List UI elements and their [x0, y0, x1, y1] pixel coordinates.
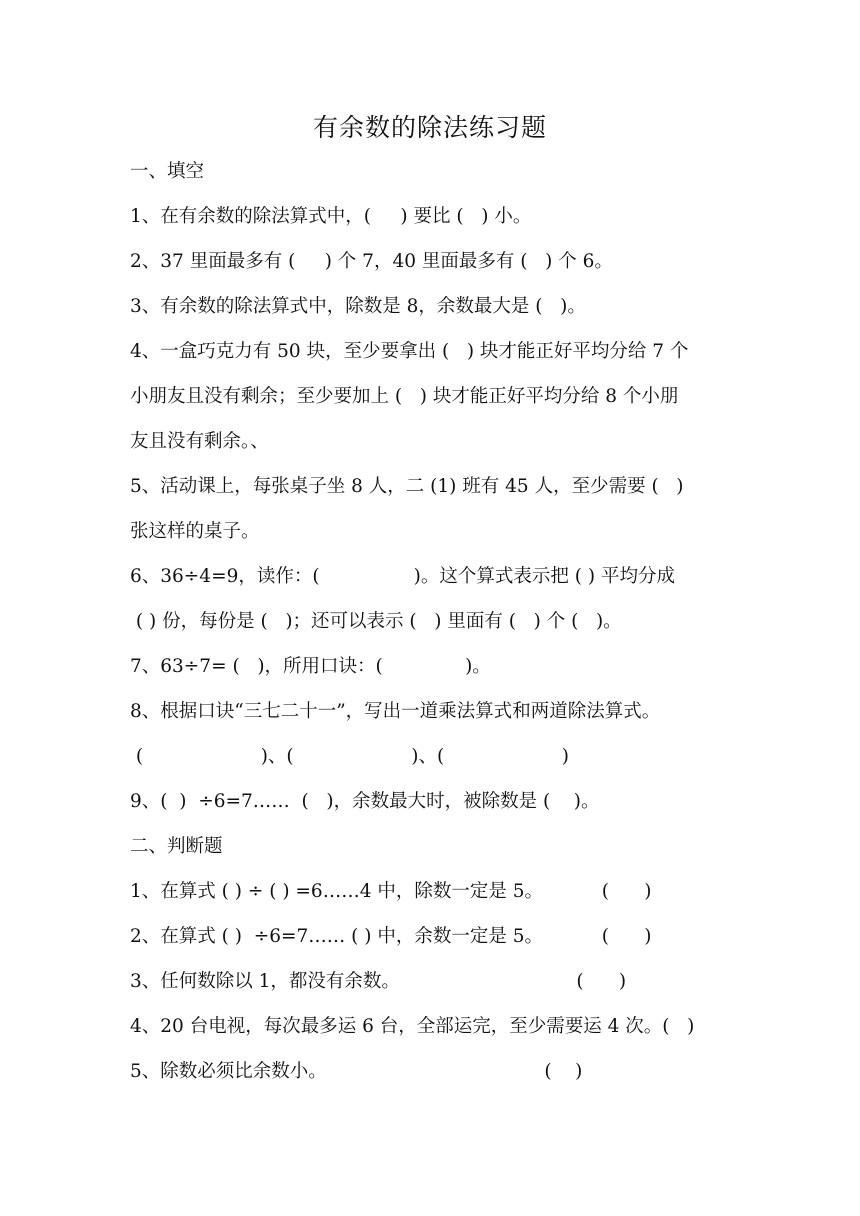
section-heading-true-false: 二、判断题: [130, 836, 223, 857]
question-line: 9、( ) ÷6=7…… ( )，余数最大时，被除数是 ( )。: [130, 791, 600, 812]
answer-blanks-line: ( )、( )、( ): [130, 746, 570, 767]
judgement-line: 4、20 台电视，每次最多运 6 台，全部运完，至少需要运 4 次。( ): [130, 1016, 695, 1037]
question-line: 7、63÷7= ( )，所用口诀：( )。: [130, 656, 491, 677]
judgement-line: 1、在算式 ( ) ÷ ( ) =6……4 中，除数一定是 5。 ( ): [130, 881, 652, 902]
page-title: 有余数的除法练习题: [312, 113, 547, 142]
question-line: 4、一盒巧克力有 50 块，至少要拿出 ( ) 块才能正好平均分给 7 个: [130, 341, 689, 362]
question-line: 5、活动课上，每张桌子坐 8 人，二 (1) 班有 45 人，至少需要 ( ): [130, 476, 684, 497]
section-heading-fill-in: 一、填空: [130, 161, 205, 182]
judgement-line: 5、除数必须比余数小。 ( ): [130, 1061, 583, 1082]
question-line: 1、在有余数的除法算式中，( ) 要比 ( ) 小。: [130, 206, 532, 227]
question-line: 2、37 里面最多有 ( ) 个 7，40 里面最多有 ( ) 个 6。: [130, 251, 613, 272]
question-line: 8、根据口诀“三七二十一”，写出一道乘法算式和两道除法算式。: [130, 701, 661, 722]
question-line: 6、36÷4=9，读作：( )。这个算式表示把 ( ) 平均分成: [130, 566, 675, 587]
question-line: ( ) 份，每份是 ( )；还可以表示 ( ) 里面有 ( ) 个 ( )。: [130, 611, 622, 632]
question-line: 友且没有剩余。、: [130, 431, 269, 452]
question-line: 小朋友且没有剩余；至少要加上 ( ) 块才能正好平均分给 8 个小朋: [130, 386, 679, 407]
question-line: 张这样的桌子。: [130, 521, 260, 542]
judgement-line: 3、任何数除以 1，都没有余数。 ( ): [130, 971, 627, 992]
judgement-line: 2、在算式 ( ) ÷6=7…… ( ) 中，余数一定是 5。 ( ): [130, 926, 652, 947]
question-line: 3、有余数的除法算式中，除数是 8，余数最大是 ( )。: [130, 296, 586, 317]
